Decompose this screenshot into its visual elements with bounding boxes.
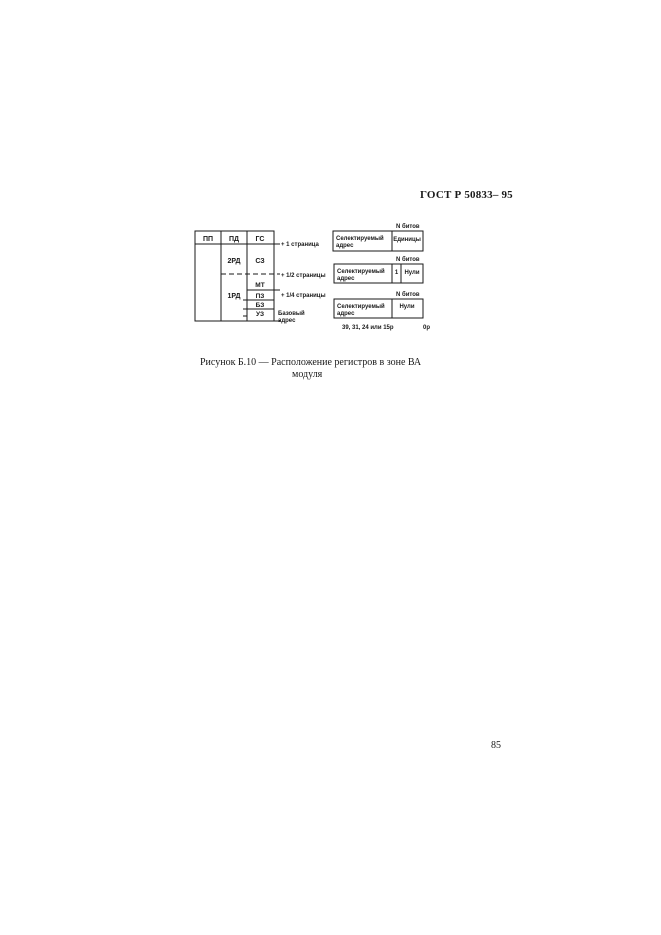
gs-label-sz: СЗ [255,258,265,265]
pd-label-2rd: 2РД [227,258,241,265]
gs-label-pz: ПЗ [255,293,265,300]
document-code: ГОСТ Р 50833– 95 [420,189,513,201]
gs-label-uz: УЗ [255,311,265,318]
page-number: 85 [491,740,501,751]
register-2-field1-line1: Селектируемый [337,269,385,275]
register-3-field2: Нули [399,304,415,310]
bit-position-right: 0р [423,325,431,331]
offset-base-line1: Базовый [278,311,305,317]
offset-base-line2: адрес [278,318,296,324]
bit-position-left: 39, 31, 24 или 15р [342,325,394,331]
caption-line2: модуля [292,369,323,380]
register-1-field1-line1: Селектируемый [336,236,384,242]
col-header-gs: ГС [255,236,265,243]
register-2-bit-one: 1 [394,270,399,276]
col-header-pd: ПД [228,236,240,243]
register-1-field1-line2: адрес [336,243,354,249]
col-header-pp: ПП [202,236,214,243]
gs-label-bz: БЗ [255,302,265,309]
register-1-bits: N битов [396,224,420,230]
gs-label-mt: МТ [255,282,265,289]
register-1-field2: Единицы [393,237,421,243]
offset-full-page: + 1 страница [281,242,319,248]
figure-caption [200,357,440,381]
offset-half-page: + 1/2 страницы [281,273,326,279]
register-2-field1-line2: адрес [337,276,355,282]
register-2-field2: Нули [404,270,420,276]
register-3-field1-line2: адрес [337,311,355,317]
caption-line1: Рисунок Б.10 — Расположение регистров в зоне ВА [200,357,422,368]
register-3-field1-line1: Селектируемый [337,304,385,310]
register-3-bits: N битов [396,292,420,298]
pd-label-1rd: 1РД [227,293,241,300]
offset-quarter-page: + 1/4 страницы [281,293,326,299]
register-2-bits: N битов [396,257,420,263]
